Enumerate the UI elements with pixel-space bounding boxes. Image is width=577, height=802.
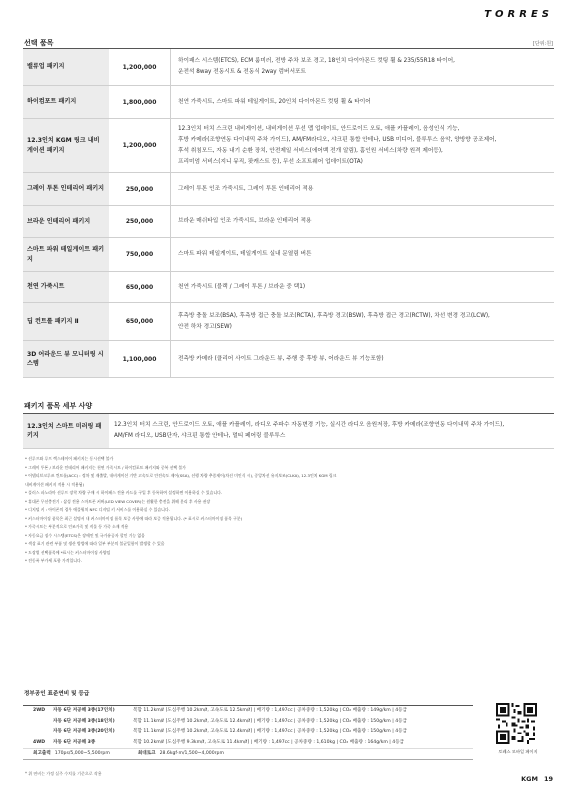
fuel-drive — [23, 727, 53, 738]
brand-logo: TORRES — [484, 9, 553, 20]
max-torque-value: 28.6kgf·m/1,500~4,000rpm — [159, 751, 224, 756]
footnote: * 색상 표기 관련 부품 및 생산 방법에 따라 일부 부분의 불균일함이 발생할 수 있음 — [25, 541, 165, 546]
option-row — [23, 173, 554, 206]
engine-power-row — [23, 748, 473, 759]
option-description: 브라운 매쉬타입 인조 가죽시트, 브라운 인테리어 적용 — [170, 206, 554, 237]
option-name: 12.3인치 KGM 링크 내비게이션 패키지 — [23, 119, 109, 172]
fuel-note: * 위 연비는 가정 실주 수치를 기준으로 작용 — [25, 771, 102, 776]
footnote: * 자동요금 징수 시스템(ETCS)은 장애인 및 국가유공자 할인 기능 없음 — [25, 532, 145, 538]
footnote: * 가죽시트는 부분적으로 인조가죽 및 직물 등 가죽 소재 적용 — [25, 524, 129, 529]
max-power-value: 170ps/5,000~5,500rpm — [54, 751, 110, 756]
footnote: * 선루프와 루프 렉스테이어 패키지는 동시선택 불가 — [25, 456, 114, 461]
option-description: 12.3인치 터치 스크린 내비게이션, 내비게이션 무선 맵 업데이트, 안드로이드 오토, 애플 카플레이, 음성인식 기능, 후방 카메라(조향연동 다이내믹 주차 가이드), AM/FM라디오, 샤크핀 통합 안테나, USB 미디어, 블루투스 음악, 양방향 공조제어, 후석 취침모드, 자동 내기 순환 장치, 안전제일 서비스(에어백 전개 알림), 홈인원 서비스(차량 원격 제어등), 프리미엄 서비스(지니 뮤직, 팟캐스트 등), 무선 소프트웨어 업데이트(OTA) — [170, 119, 554, 172]
footnote: * 휴대폰 무선충전기 : 삼성 전용 스마트폰 커버(LED VIEW COVER)는 원활한 충전을 위해 분리 후 사용 권장 — [25, 498, 211, 504]
max-power-label: 최고출력 — [33, 751, 51, 756]
option-row — [23, 119, 554, 173]
option-description: 천연 가죽시트, 스마트 파워 테일게이트, 20인치 다이아몬드 컷팅 휠 & 타이어 — [170, 86, 554, 118]
fuel-spec: 복합 11.1km/ℓ [도심주행 10.2km/ℓ, 고속도로 12.4km/ℓ] | 배기량 : 1,497cc | 공차중량 : 1,520kg | CO₂ 배출량 : 150g/km | 4등급 — [133, 729, 408, 734]
option-row — [23, 86, 554, 119]
option-price: 650,000 — [125, 318, 154, 325]
option-description: 그레이 투톤 인조 가죽시트, 그레이 투톤 인테리어 적용 — [170, 173, 554, 205]
fuel-spec: 복합 10.2km/ℓ [도심주행 9.3km/ℓ, 고속도로 11.4km/ℓ] | 배기량 : 1,497cc | 공차중량 : 1,610kg | CO₂ 배출량 : 164g/km | 4등급 — [133, 739, 405, 745]
option-name: 브라운 인테리어 패키지 — [23, 206, 109, 237]
fuel-drive — [23, 717, 53, 728]
option-row — [23, 49, 554, 86]
fuel-row — [23, 706, 473, 717]
option-description: 후측방 충돌 보조(BSA), 후측방 접근 충돌 보조(RCTA), 후측방 경고(BSW), 후측방 접근 경고(RCTW), 차선 변경 경고(LCW), 안전 하차 경고(SEW) — [170, 303, 554, 340]
package-description: 12.3인치 터치 스크린, 안드로이드 오토, 애플 카플레이, 라디오 주파수 자동변경 기능, 실시간 라디오 음원저장, 후방 카메라(조향연동 다이내믹 주차 가이드), AM/FM 라디오, USB단자, 샤크핀 통합 안테나, 멀티 페어링 블루투스 — [114, 422, 505, 439]
footnote: 내비게이션 패키지 적용 시 적용됨) — [25, 481, 85, 487]
fuel-transmission: 자동 6단 저공해 3종(18인치) — [53, 718, 115, 724]
option-name: 하이컴포트 패키지 — [23, 86, 109, 118]
option-price: 1,100,000 — [122, 355, 157, 363]
option-price: 1,800,000 — [122, 98, 157, 106]
option-price: 650,000 — [125, 283, 154, 291]
footnote: * 전동폭 부가세 포함 가격입니다. — [25, 558, 82, 563]
option-price: 250,000 — [125, 218, 154, 225]
page-footer — [515, 775, 553, 783]
page-number: 19 — [543, 775, 553, 783]
package-name: 12.3인치 스마트 미러링 패키지 — [23, 414, 109, 448]
option-row — [23, 303, 554, 341]
footnote: * 커스터마이징 품목은 최근 설명서 내 커스터마이징 품목 보증 사항에 따라 보증 적용됩니다. (* 표시로 커스터마이징 품목 구분) — [25, 515, 243, 521]
option-description: 하이패스 시스템(ETCS), ECM 룸미러, 전방 주차 보조 경고, 18인치 다이아몬드 컷팅 휠 & 235/55R18 타이어, 운전석 8way 전동시트 & 전동식 2way 럼버서포트 — [170, 49, 554, 85]
footnote: * 어댑티브크루즈 컨트롤(ACC) : 정차 및 재출발, 내비게이션 기반 고속도로 안전속도 제어(SSA), 선행 차량 추종제어(차선 미인식 시), 중앙차선 유지보조(CLKA), 12.3인치 KGM 링크 — [25, 473, 337, 478]
package-detail-table — [23, 413, 554, 449]
option-row — [23, 238, 554, 272]
footnotes — [25, 455, 545, 566]
fuel-section-title: 정부공인 표준연비 및 등급 — [24, 691, 90, 697]
max-torque-label: 최대토크 — [137, 751, 156, 756]
option-row — [23, 341, 554, 378]
fuel-row — [23, 738, 473, 749]
options-section-title: 선택 품목 — [24, 39, 54, 47]
fuel-drive: 4WD — [33, 739, 46, 745]
option-description: 천연 가죽시트 (블랙 / 그레이 투톤 / 브라운 중 택1) — [170, 272, 554, 302]
option-price: 250,000 — [125, 185, 154, 193]
fuel-transmission: 자동 6단 저공해 3종(17인치) — [53, 708, 115, 713]
option-description: 스마트 파워 테일게이트, 테일게이트 실내 문열림 버튼 — [170, 238, 554, 271]
option-price: 1,200,000 — [122, 63, 157, 71]
option-row — [23, 272, 554, 303]
qr-caption: 토레스 모바일 페이지 — [498, 749, 538, 754]
fuel-drive: 2WD — [33, 708, 46, 713]
fuel-spec: 복합 11.1km/ℓ [도심주행 10.2km/ℓ, 고속도로 12.4km/ℓ] | 배기량 : 1,497cc | 공차중량 : 1,520kg | CO₂ 배출량 : 150g/km | 4등급 — [133, 718, 408, 724]
option-name: 딥 컨트롤 패키지 Ⅱ — [23, 303, 109, 340]
qr-code-image[interactable] — [496, 703, 537, 744]
fuel-row — [23, 727, 473, 738]
fuel-spec: 복합 11.2km/ℓ [도심주행 10.2km/ℓ, 고속도로 12.5km/ℓ] | 배기량 : 1,497cc | 공차중량 : 1,520kg | CO₂ 배출량 : 149g/km | 4등급 — [133, 708, 408, 713]
option-price: 750,000 — [125, 251, 154, 258]
footnote: * 디지털 키 : 아이폰의 경우 애플워치 NFC 디지털 키 서비스를 이용하실 수 있습니다. — [25, 507, 170, 512]
fuel-row — [23, 717, 473, 728]
footnote: * 그레이 투톤 / 브라운 인테리어 패키지는 천연 가죽시트 / 하이컴포트 패키지와 중복 선택 불가 — [25, 464, 186, 470]
option-name: 그레이 투톤 인테리어 패키지 — [23, 173, 109, 205]
option-name: 천연 가죽시트 — [23, 272, 109, 302]
footnote: * 플러스 파노라마 선루프 장착 차량 구매 시 하이패스 전용 카드를 구입 후 등록하여 설정하면 이용하실 수 있습니다. — [25, 490, 223, 495]
option-name: 3D 어라운드 뷰 모니터링 시스템 — [23, 341, 109, 377]
footnote: * 도장별 선택품목에 *표시는 커스터마이징 사양임 — [25, 549, 111, 555]
fuel-transmission: 자동 6단 저공해 3종(20인치) — [53, 729, 115, 734]
option-name: 밸류업 패키지 — [23, 49, 109, 85]
option-row — [23, 206, 554, 238]
option-price: 1,200,000 — [122, 142, 157, 149]
unit-label: [단위:원] — [532, 41, 553, 47]
option-description: 전측방 카메라 (클리어 사이트 그라운드 뷰, 주행 중 후방 뷰, 어라운드 뷰 기능포함) — [170, 341, 554, 377]
option-name: 스마트 파워 테일게이트 패키지 — [23, 238, 109, 271]
package-detail-title: 패키지 품목 세부 사양 — [24, 402, 93, 410]
footer-brand: KGM — [521, 775, 538, 783]
fuel-transmission: 자동 6단 저공해 3종 — [53, 739, 96, 745]
options-table — [23, 48, 554, 378]
fuel-table — [23, 705, 473, 760]
